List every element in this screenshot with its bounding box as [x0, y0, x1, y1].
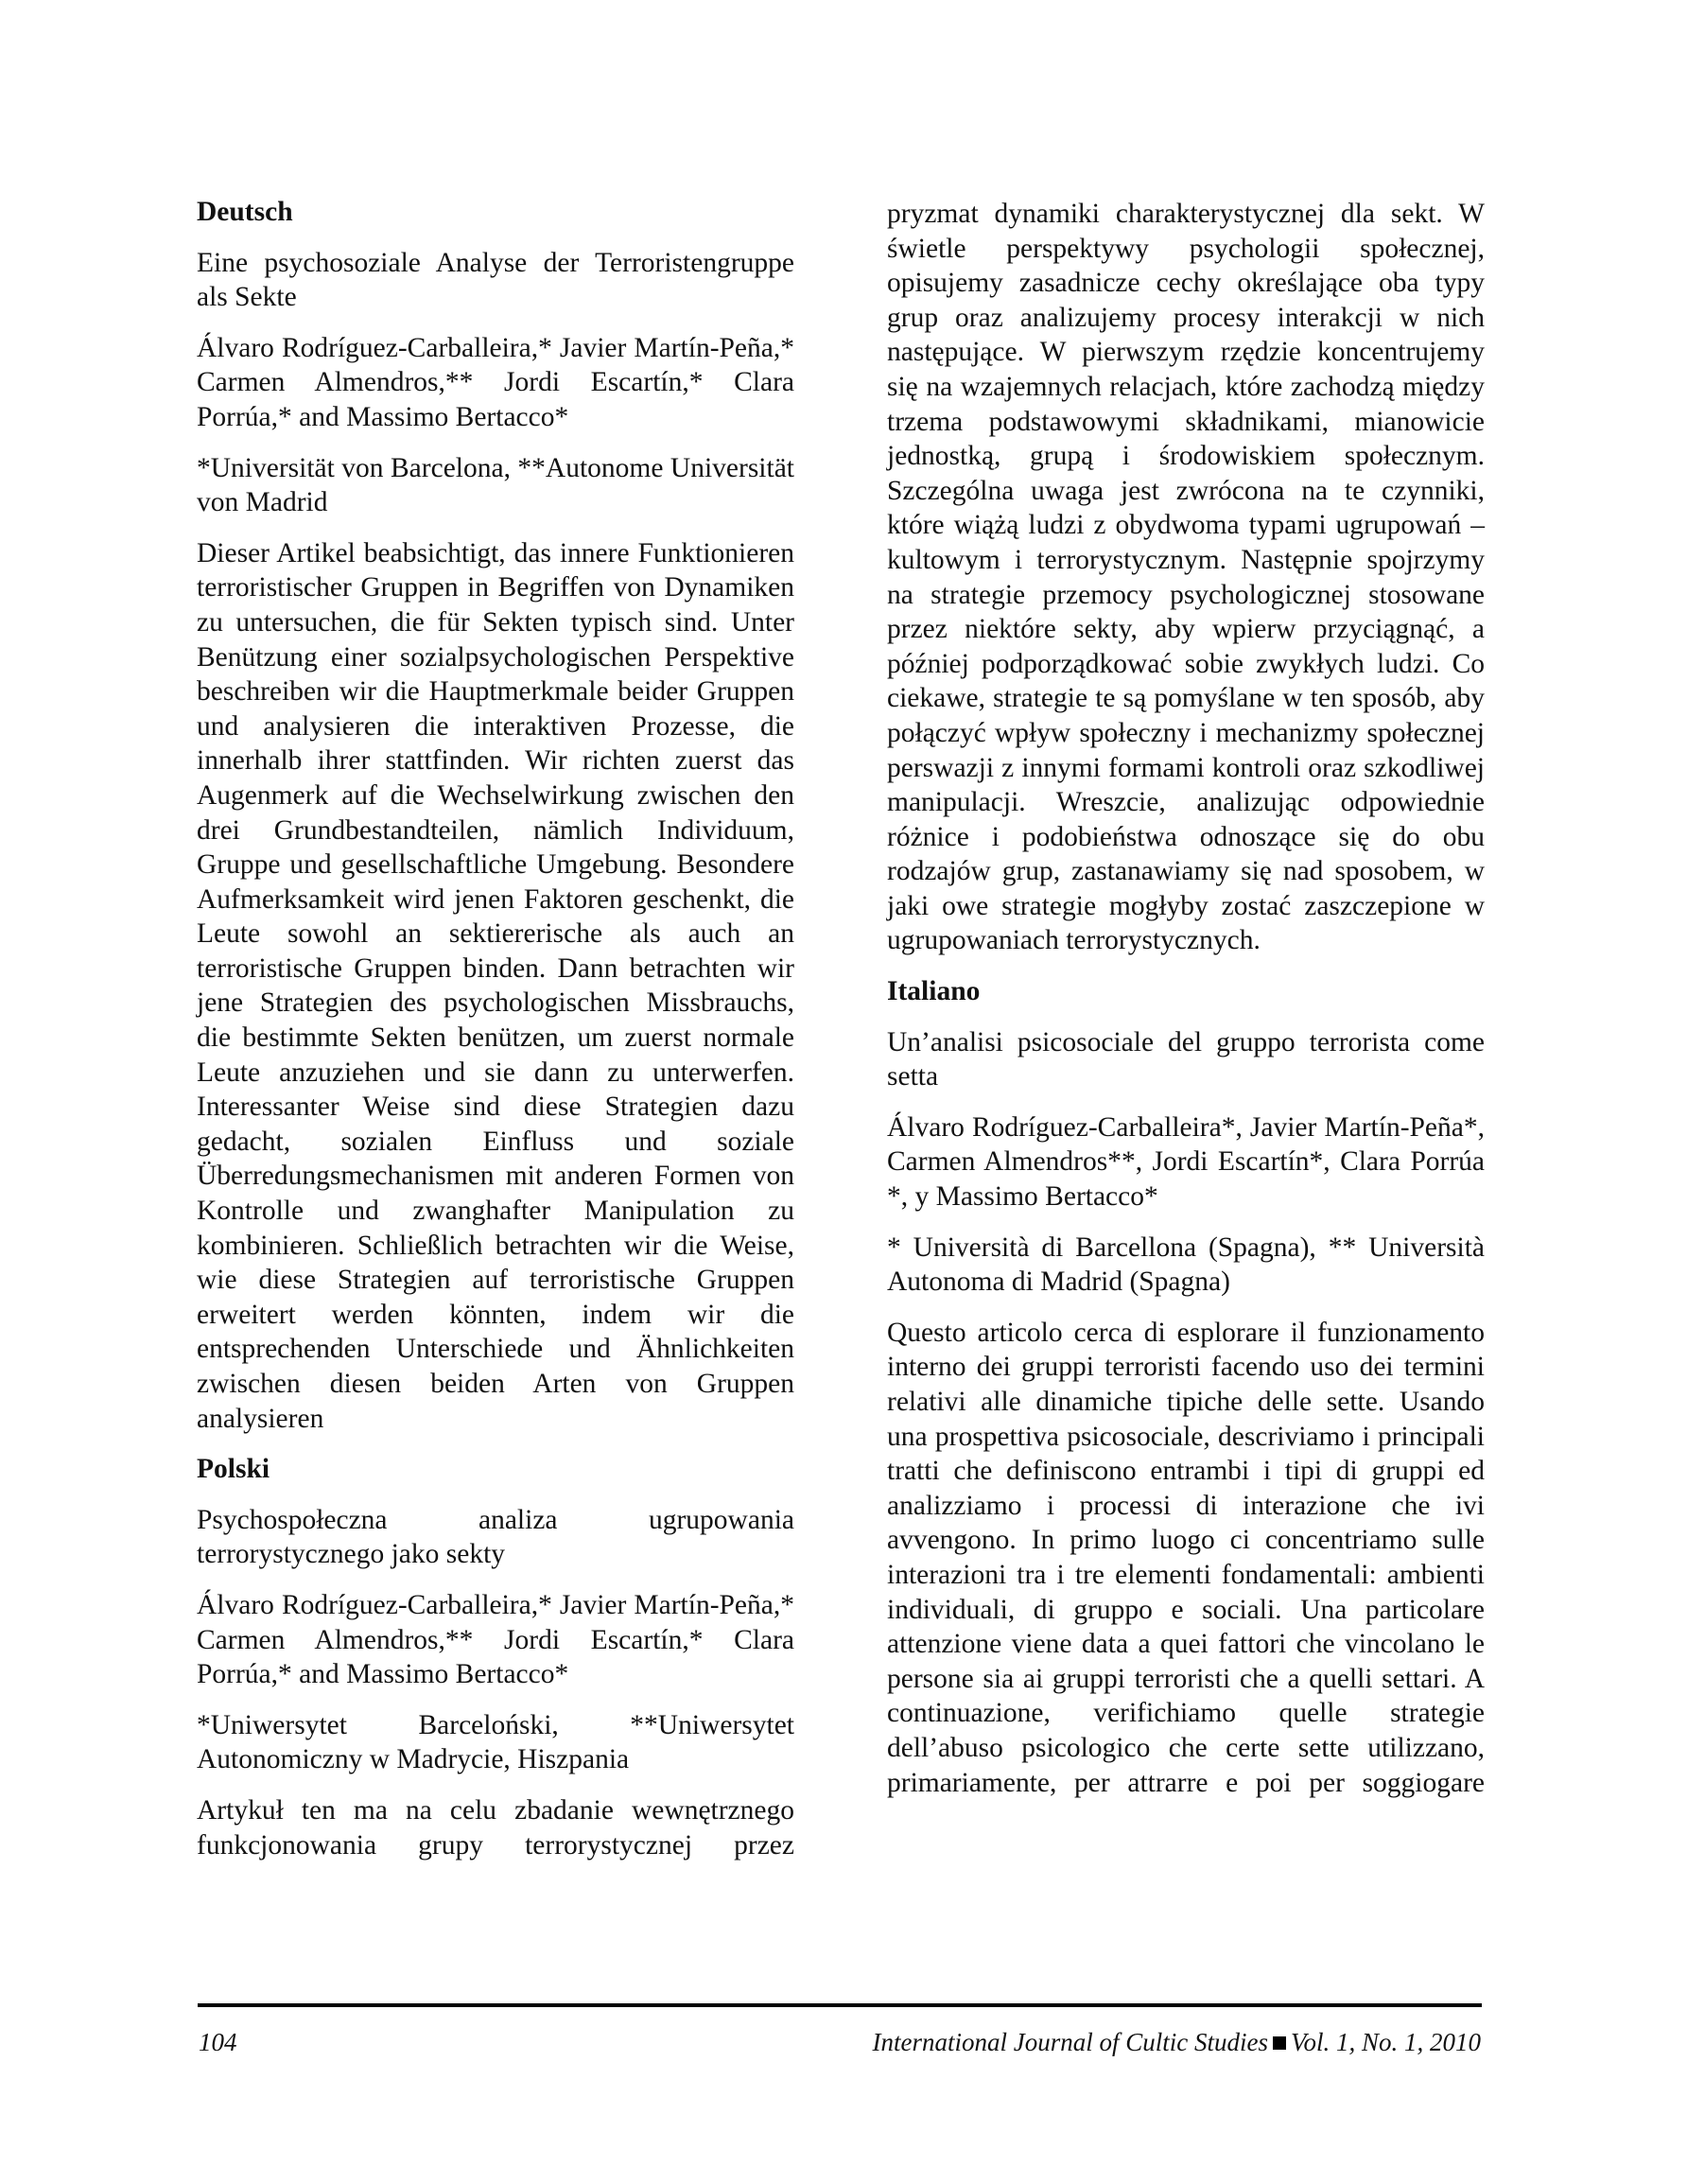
journal-name: International Journal of Cultic Studies	[872, 2028, 1268, 2056]
abstract-polski-continued: pryzmat dynamiki charakterystycznej dla sekt. W świetle perspektywy psychologii społecznej, opisujemy zasadnicze cechy określające oba typy grup oraz analizujemy procesy interakcji w nich następujące. W pierwszym rzędzie koncentrujemy się na wzajemnych relacjach, które zachodzą między trzema podstawowymi składnikami, mianowicie jednostką, grupą i środowiskiem społecznym. Szczególna uwaga jest zwrócona na te czynniki, które wiążą ludzi z obydwoma typami ugrupowań – kultowym i terrorystycznym. Następnie spojrzymy na strategie przemocy psychologicznej stosowane przez niektóre sekty, aby wpierw przyciągnąć, a później podporządkować sobie zwykłych ludzi. Co ciekawe, strategie te są pomyślane w ten sposób, aby połączyć wpływ społeczny i mechanizmy społecznej perswazji z innymi formami kontroli oraz szkodliwej manipulacji. Wreszcie, analizując odpowiednie różnice i podobieństwa odnoszące się do obu rodzajów grup, zastanawiamy się nad sposobem, w jaki owe strategie mogłyby zostać zaszczepione w ugrupowaniach terrorystycznych.	[887, 199, 1485, 956]
affiliations-deutsch: *Universität von Barcelona, **Autonome Universität von Madrid	[197, 452, 794, 518]
authors-polski: Álvaro Rodríguez-Carballeira,* Javier Martín-Peña,* Carmen Almendros,** Jordi Escartín,* Clara Porrúa,* and Massimo Bertacco*	[197, 1589, 794, 1690]
article-title-italiano: Un’analisi psicosociale del gruppo terrorista come setta	[887, 1026, 1485, 1092]
section-heading-polski: Polski	[197, 1454, 270, 1485]
abstract-deutsch: Dieser Artikel beabsichtigt, das innere Funktionieren terroristischer Gruppen in Begriffen von Dynamiken zu untersuchen, die für Sekten typisch sind. Unter Benützung einer sozialpsychologischen Perspektive beschreiben wir die Hauptmerkmale beider Gruppen und analysieren die interaktiven Prozesse, die innerhalb ihrer stattfinden. Wir richten zuerst das Augenmerk auf die Wechselwirkung zwischen den drei Grundbestandteilen, nämlich Individuum, Gruppe und gesellschaftliche Umgebung. Besondere Aufmerksamkeit wird jenen Faktoren geschenkt, die Leute sowohl an sektiererische als auch an terroristische Gruppen binden. Dann betrachten wir jene Strategien des psychologischen Missbrauchs, die bestimmte Sekten benützen, um zuerst normale Leute anzuziehen und sie dann zu unterwerfen. Interessanter Weise sind diese Strategien dazu gedacht, sozialen Einfluss und soziale Überredungsmechanismen mit anderen Formen von Kontrolle und zwanghafter Manipulation zu kombinieren. Schließlich betrachten wir die Weise, wie diese Strategien auf terroristische Gruppen erweitert werden könnten, indem wir die entsprechenden Unterschiede und Ähnlichkeiten zwischen diesen beiden Arten von Gruppen analysieren	[197, 537, 794, 1434]
footer-rule	[198, 2003, 1482, 2007]
affiliations-polski: *Uniwersytet Barceloński, **Uniwersytet Autonomiczny w Madrycie, Hiszpania	[197, 1709, 794, 1775]
section-heading-italiano: Italiano	[887, 976, 981, 1007]
affiliations-italiano: * Università di Barcellona (Spagna), ** Università Autonoma di Madrid (Spagna)	[887, 1232, 1485, 1298]
abstract-italiano-start: Questo articolo cerca di esplorare il funzionamento interno dei gruppi terroristi facendo uso dei termini relativi alle dinamiche tipiche delle sette. Usando una prospettiva psicosociale, descriviamo i principali tratti che definiscono entrambi i tipi di gruppi ed analizziamo i processi di interazione che ivi avvengono. In primo luogo ci concentriamo sulle interazioni tra i tre elementi fondamentali: ambienti individuali, di gruppo e sociali. Una particolare attenzione viene data a quei fattori che vincolano le persone sia ai gruppi terroristi che a quelli settari. A continuazione, verifichiamo quelle strategie dell’abuso psicologico che certe sette utilizzano, primariamente, per attrarre e poi per soggiogare	[887, 1317, 1485, 1798]
black-square-icon	[1273, 2036, 1286, 2050]
section-heading-deutsch: Deutsch	[197, 197, 293, 227]
authors-deutsch: Álvaro Rodríguez-Carballeira,* Javier Martín-Peña,* Carmen Almendros,** Jordi Escartín,* Clara Porrúa,* and Massimo Bertacco*	[197, 332, 794, 432]
right-column	[887, 197, 1485, 1800]
article-title-polski: Psychospołeczna analiza ugrupowania terrorystycznego jako sekty	[197, 1504, 794, 1570]
page-number: 104	[199, 2028, 237, 2056]
left-column	[197, 195, 794, 1862]
abstract-polski-start: Artykuł ten ma na celu zbadanie wewnętrznego funkcjonowania grupy terrorystycznej przez	[197, 1794, 794, 1861]
article-title-deutsch: Eine psychosoziale Analyse der Terroristengruppe als Sekte	[197, 247, 794, 313]
authors-italiano: Álvaro Rodríguez-Carballeira*, Javier Martín-Peña*, Carmen Almendros**, Jordi Escartín*, Clara Porrúa *, y Massimo Bertacco*	[887, 1111, 1485, 1213]
journal-issue: Vol. 1, No. 1, 2010	[1290, 2028, 1481, 2056]
journal-citation	[873, 2028, 1482, 2057]
